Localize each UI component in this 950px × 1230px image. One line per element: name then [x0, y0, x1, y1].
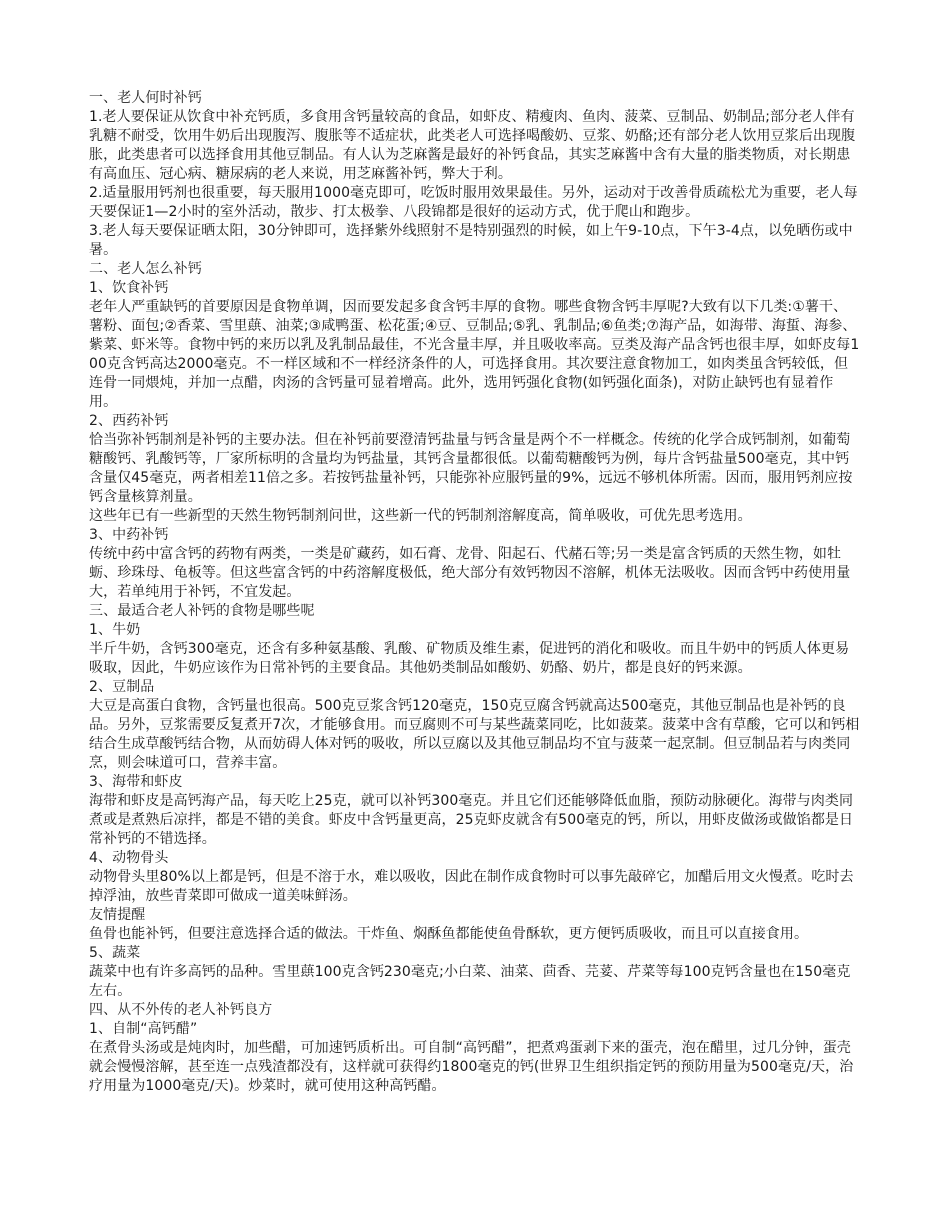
- subheading: 4、动物骨头: [89, 850, 169, 866]
- subheading: 1、牛奶: [89, 622, 141, 638]
- subheading: 2、西药补钙: [89, 413, 169, 429]
- paragraph: 老年人严重缺钙的首要原因是食物单调，因而要发起多食含钙丰厚的食物。哪些食物含钙丰厚呢?大致有以下几类:①薯干、薯粉、面包;②香菜、雪里蕻、油菜;③咸鸭蛋、松花蛋;④豆、豆制品;⑤乳、乳制品;⑥鱼类;⑦海产品，如海带、海蜇、海参、紫菜、虾米等。食物中钙的来历以乳及乳制品最佳，不光含量丰厚，并且吸收率高。豆类及海产品含钙也很丰厚，如虾皮每100克含钙高达2000毫克。不一样区域和不一样经济条件的人，可选择食用。其次要注意食物加工，如肉类虽含钙较低，但连骨一同煨炖，并加一点醋，肉汤的含钙量可显着增高。此外，选用钙强化食物(如钙强化面条)，对防止缺钙也有显着作用。: [89, 299, 860, 410]
- paragraph: 大豆是高蛋白食物，含钙量也很高。500克豆浆含钙120毫克，150克豆腐含钙就高达500毫克，其他豆制品也是补钙的良品。另外，豆浆需要反复煮开7次，才能够食用。而豆腐则不可与某些蔬菜同吃，比如菠菜。菠菜中含有草酸，它可以和钙相结合生成草酸钙结合物，从而妨碍人体对钙的吸收，所以豆腐以及其他豆制品均不宜与菠菜一起烹制。但豆制品若与肉类同烹，则会味道可口，营养丰富。: [89, 698, 860, 771]
- section-heading-when: 一、老人何时补钙: [89, 90, 202, 106]
- paragraph: 蔬菜中也有许多高钙的品种。雪里蕻100克含钙230毫克;小白菜、油菜、茴香、芫荽、芹菜等每100克钙含量也在150毫克左右。: [89, 964, 851, 999]
- section-heading-foods: 三、最适合老人补钙的食物是哪些呢: [89, 603, 315, 619]
- paragraph: 恰当弥补钙制剂是补钙的主要办法。但在补钙前要澄清钙盐量与钙含量是两个不一样概念。传统的化学合成钙制剂，如葡萄糖酸钙、乳酸钙等，厂家所标明的含量均为钙盐量，其钙含量都很低。以葡萄糖酸钙为例，每片含钙盐量500毫克，其中钙含量仅45毫克，两者相差11倍之多。若按钙盐量补钙，只能弥补应服钙量的9%，远远不够机体所需。因而，服用钙剂应按钙含量核算剂量。: [89, 432, 853, 505]
- subheading: 友情提醒: [89, 907, 146, 923]
- paragraph: 动物骨头里80%以上都是钙，但是不溶于水，难以吸收，因此在制作成食物时可以事先敲碎它，加醋后用文火慢煮。吃时去掉浮油，放些青菜即可做成一道美味鲜汤。: [89, 869, 854, 904]
- paragraph: 在煮骨头汤或是炖肉时，加些醋，可加速钙质析出。可自制“高钙醋”，把煮鸡蛋剥下来的蛋壳，泡在醋里，过几分钟，蛋壳就会慢慢溶解，甚至连一点残渣都没有，这样就可获得约1800毫克的钙(世界卫生组织指定钙的预防用量为500毫克/天，治疗用量为1000毫克/天)。炒菜时，就可使用这种高钙醋。: [89, 1040, 854, 1094]
- subheading: 3、中药补钙: [89, 527, 169, 543]
- subheading: 2、豆制品: [89, 679, 155, 695]
- subheading: 1、自制“高钙醋”: [89, 1021, 198, 1037]
- subheading: 3、海带和虾皮: [89, 774, 183, 790]
- subheading: 5、蔬菜: [89, 945, 141, 961]
- paragraph: 3.老人每天要保证晒太阳，30分钟即可，选择紫外线照射不是特别强烈的时候，如上午9-10点，下午3-4点，以免晒伤或中暑。: [89, 223, 853, 258]
- paragraph: 半斤牛奶，含钙300毫克，还含有多种氨基酸、乳酸、矿物质及维生素，促进钙的消化和吸收。而且牛奶中的钙质人体更易吸取，因此，牛奶应该作为日常补钙的主要食品。其他奶类制品如酸奶、奶酪、奶片，都是良好的钙来源。: [89, 641, 850, 676]
- paragraph: 2.适量服用钙剂也很重要，每天服用1000毫克即可，吃饭时服用效果最佳。另外，运动对于改善骨质疏松尤为重要，老人每天要保证1—2小时的室外活动，散步、打太极拳、八段锦都是很好的运动方式，优于爬山和跑步。: [89, 185, 858, 220]
- document-body: [89, 89, 861, 1096]
- paragraph: 1.老人要保证从饮食中补充钙质，多食用含钙量较高的食品，如虾皮、精瘦肉、鱼肉、菠菜、豆制品、奶制品;部分老人伴有乳糖不耐受，饮用牛奶后出现腹泻、腹胀等不适症状，此类老人可选择喝酸奶、豆浆、奶酪;还有部分老人饮用豆浆后出现腹胀，此类患者可以选择食用其他豆制品。有人认为芝麻酱是最好的补钙食品，其实芝麻酱中含有大量的脂类物质，对长期患有高血压、冠心病、糖尿病的老人来说，用芝麻酱补钙，弊大于利。: [89, 109, 856, 182]
- paragraph: 鱼骨也能补钙，但要注意选择合适的做法。干炸鱼、焖酥鱼都能使鱼骨酥软，更方便钙质吸收，而且可以直接食用。: [89, 926, 809, 942]
- paragraph: 这些年已有一些新型的天然生物钙制剂问世，这些新一代的钙制剂溶解度高，简单吸收，可优先思考选用。: [89, 508, 752, 524]
- paragraph: 传统中药中富含钙的药物有两类，一类是矿藏药，如石膏、龙骨、阳起石、代赭石等;另一类是富含钙质的天然生物，如牡蛎、珍珠母、龟板等。但这些富含钙的中药溶解度极低，绝大部分有效钙物因不溶解，机体无法吸收。因而含钙中药使用量大，若单纯用于补钙，不宜发起。: [89, 546, 851, 600]
- section-heading-recipes: 四、从不外传的老人补钙良方: [89, 1002, 273, 1018]
- section-heading-how: 二、老人怎么补钙: [89, 261, 202, 277]
- paragraph: 海带和虾皮是高钙海产品，每天吃上25克，就可以补钙300毫克。并且它们还能够降低血脂，预防动脉硬化。海带与肉类同煮或是煮熟后凉拌，都是不错的美食。虾皮中含钙量更高，25克虾皮就含有500毫克的钙，所以，用虾皮做汤或做馅都是日常补钙的不错选择。: [89, 793, 854, 847]
- subheading: 1、饮食补钙: [89, 280, 169, 296]
